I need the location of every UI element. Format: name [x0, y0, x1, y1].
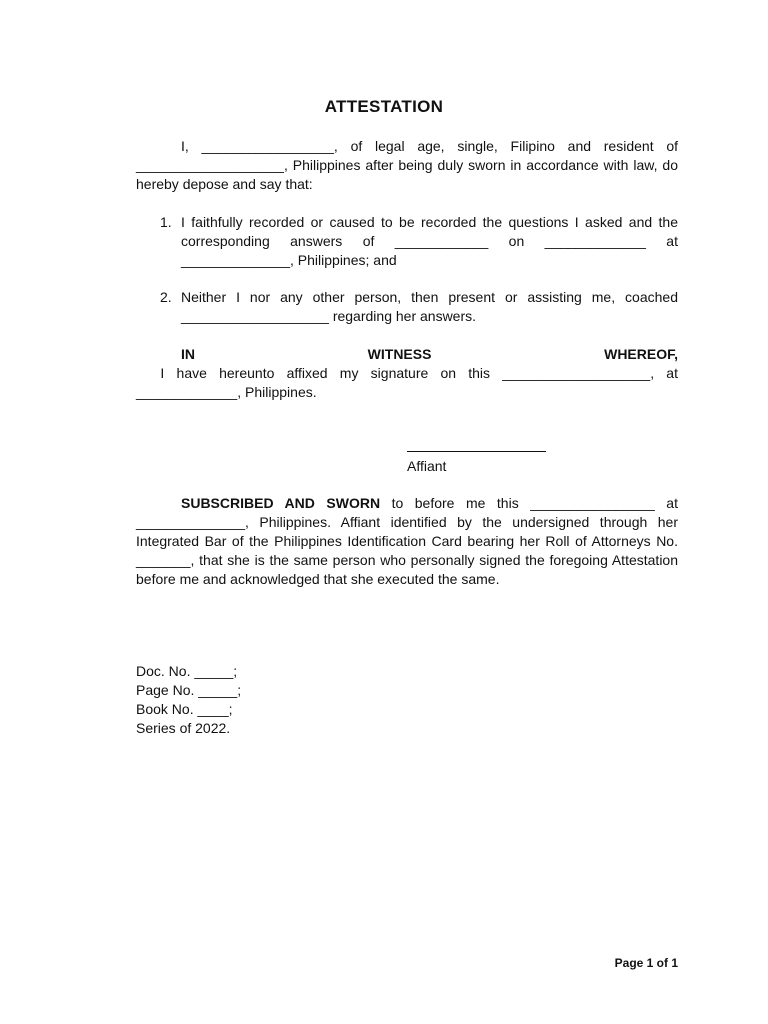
roll-number-blank: _______ — [136, 552, 191, 568]
series-year: Series of 2022. — [136, 720, 231, 736]
date-blank: ___________________ — [502, 365, 651, 381]
witness-paragraph: IN WITNESS WHEREOF, I have hereunto affixed my signature on this ___________________, at _____________, Philippines. — [136, 346, 678, 400]
list-item: 2. Neither I nor any other person, then present or assisting me, coached ___________________ regarding her answers. — [160, 289, 678, 324]
list-number: 2. — [160, 289, 172, 305]
place-blank: ______________ — [136, 514, 246, 530]
name-blank: _________________ — [201, 138, 334, 154]
date-blank: _____________ — [544, 233, 646, 249]
list-number: 1. — [160, 214, 172, 230]
place-blank: _____________ — [136, 384, 238, 400]
person-blank: ___________________ — [181, 308, 329, 324]
residence-blank: ___________________ — [136, 157, 284, 173]
jurat-lead: SUBSCRIBED AND SWORN — [181, 495, 381, 511]
date-blank: ________________ — [530, 495, 655, 511]
jurat-paragraph: SUBSCRIBED AND SWORN to before me this ________________ at ______________, Philippines. Affiant identified by the undersigned through her Integrated Bar of the Philippines Identification Card bearing her Roll of Attorneys No. _______, that she is the same person who personally signed the foregoing Attestation before me and acknowledged that she executed the same. — [136, 495, 678, 587]
document-title: ATTESTATION — [324, 97, 444, 116]
place-blank: ______________ — [181, 252, 291, 268]
list-item: 1. I faithfully recorded or caused to be recorded the questions I asked and the corresponding answers of ____________ on _____________ at ______________, Philippines; and — [160, 214, 678, 268]
person-blank: ____________ — [394, 233, 489, 249]
witness-lead: IN WITNESS WHEREOF, — [181, 346, 678, 362]
notarial-registry — [136, 662, 241, 738]
page-number: Page No. _____; — [136, 682, 242, 698]
doc-number: Doc. No. _____; — [136, 663, 238, 679]
intro-paragraph: I, _________________, of legal age, single, Filipino and resident of ___________________, Philippines after being duly sworn in accordance with law, do hereby depose and say that: — [136, 138, 679, 192]
book-number: Book No. ____; — [136, 701, 233, 717]
affiant-signature-line — [407, 451, 546, 452]
affiant-label: Affiant — [407, 458, 447, 474]
page-footer: Page 1 of 1 — [614, 956, 678, 970]
